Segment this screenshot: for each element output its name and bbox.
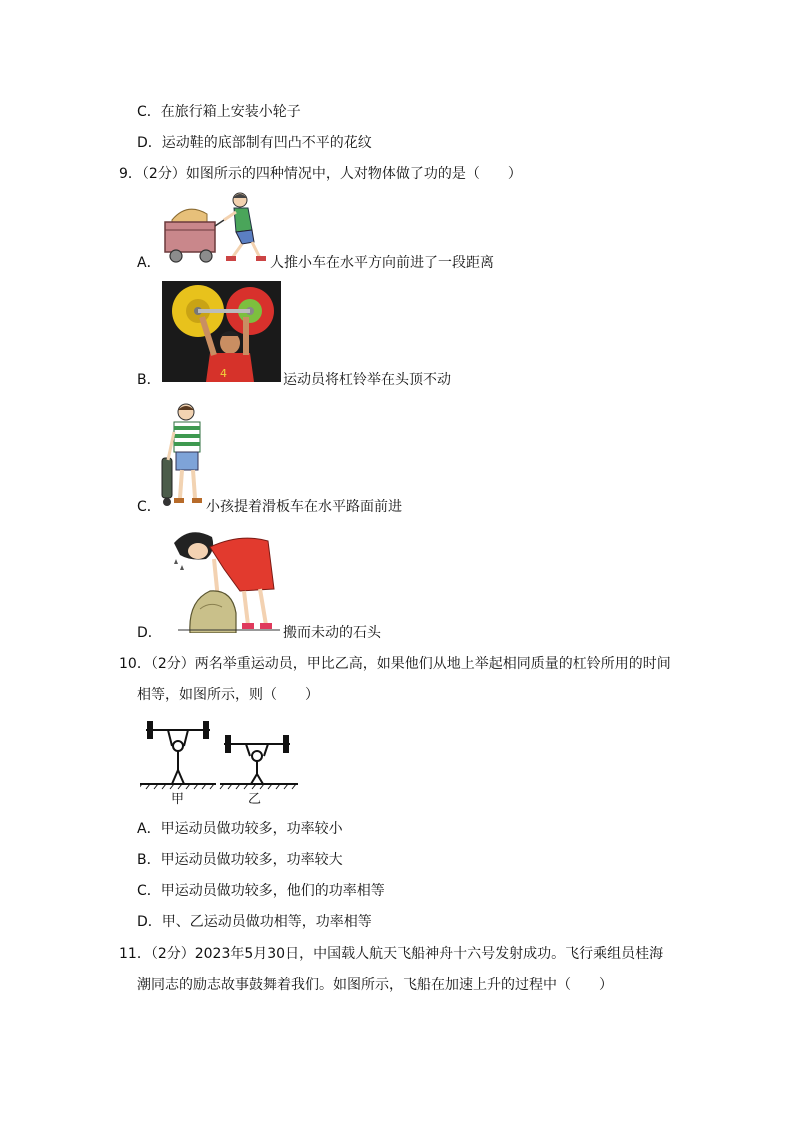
q11-stem-line1: 11．（2分）2023年5月30日，中国载人航天飞船神舟十六号发射成功。飞行乘组员桂海 <box>119 946 664 962</box>
q10-option-c: C．甲运动员做功较多，他们的功率相等 <box>137 883 385 899</box>
q10-stem-line2: 相等，如图所示，则（ ） <box>137 687 319 703</box>
q9-stem: 9．（2分）如图所示的四种情况中，人对物体做了功的是（ ） <box>119 166 522 182</box>
q9-option-d-image <box>170 529 280 633</box>
q8-option-d: D．运动鞋的底部制有凹凸不平的花纹 <box>137 135 372 151</box>
q9-option-c-letter: C． <box>137 499 161 515</box>
q10-option-b: B．甲运动员做功较多，功率较大 <box>137 852 343 868</box>
q9-option-a-image <box>162 190 270 266</box>
q10-figure-label-jia: 甲 <box>171 792 185 807</box>
q9-option-a-letter: A． <box>137 255 161 271</box>
q11-stem-line2: 潮同志的励志故事鼓舞着我们。如图所示，飞船在加速上升的过程中（ ） <box>137 977 613 993</box>
q9-option-c-image <box>160 402 206 510</box>
q9-option-a-text: 人推小车在水平方向前进了一段距离 <box>270 255 494 271</box>
q10-figure <box>140 716 300 810</box>
q10-figure-label-yi: 乙 <box>248 792 262 807</box>
q9-option-b-text: 运动员将杠铃举在头顶不动 <box>283 372 451 388</box>
q10-option-a: A．甲运动员做功较多，功率较小 <box>137 821 343 837</box>
q9-option-b-image <box>162 281 281 382</box>
svg-text:4: 4 <box>220 367 227 380</box>
q9-option-b-letter: B． <box>137 372 161 388</box>
q8-option-c: C．在旅行箱上安装小轮子 <box>137 104 301 120</box>
q9-option-c-text: 小孩提着滑板车在水平路面前进 <box>206 499 402 515</box>
q9-option-d-text: 搬而未动的石头 <box>283 625 381 641</box>
q10-stem-line1: 10．（2分）两名举重运动员，甲比乙高，如果他们从地上举起相同质量的杠铃所用的时间 <box>119 656 671 672</box>
q9-option-d-letter: D． <box>137 625 162 641</box>
q10-option-d: D．甲、乙运动员做功相等，功率相等 <box>137 914 372 930</box>
